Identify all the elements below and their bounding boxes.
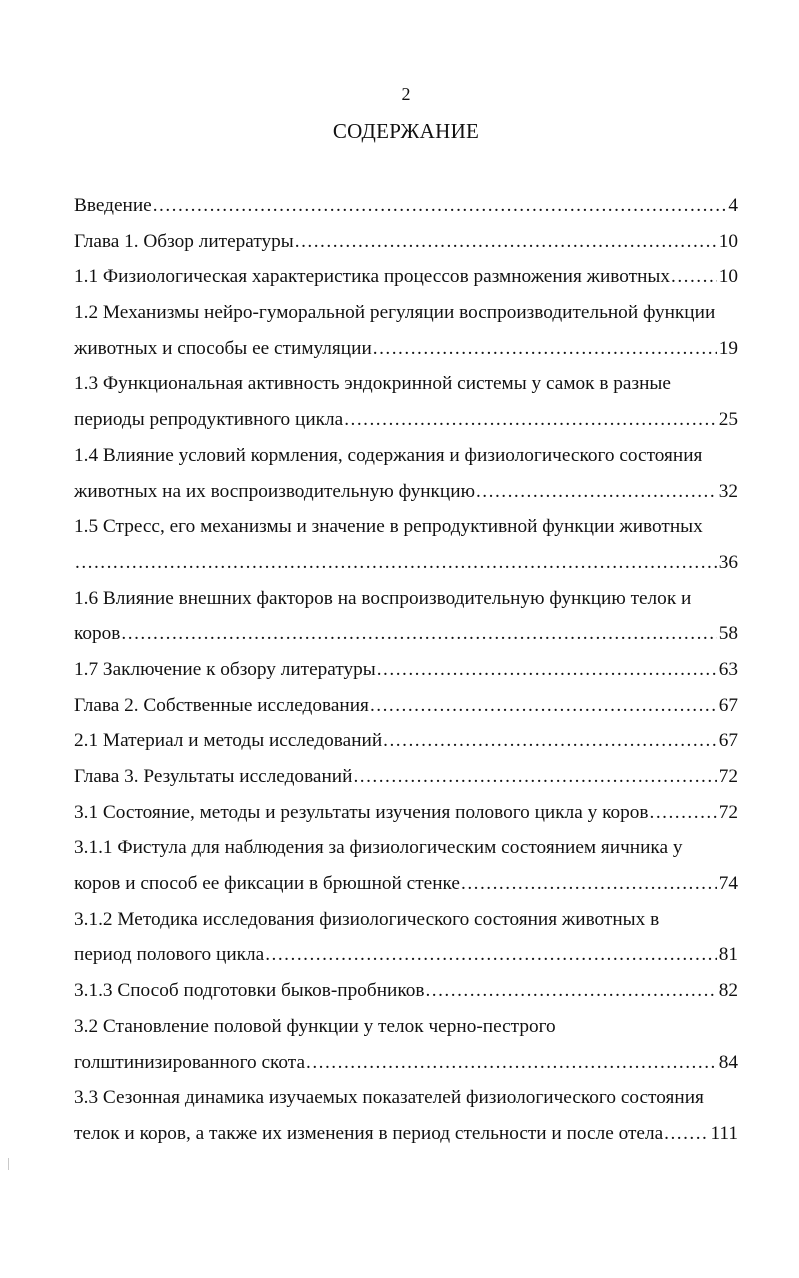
- toc-entry-page: 67: [718, 694, 738, 716]
- dot-leader: [664, 1116, 708, 1152]
- dot-leader: [461, 866, 717, 902]
- toc-entry-page: 36: [718, 551, 738, 573]
- toc-entry-title-line-2: телок и коров, а также их изменения в период стельности и после отела: [74, 1122, 664, 1144]
- dot-leader: [295, 224, 717, 260]
- toc-entry-page: 25: [718, 409, 738, 431]
- toc-entry-3-1-2: [74, 902, 738, 973]
- toc-entry-title: 3.1.3 Способ подготовки быков-пробников: [74, 980, 425, 1002]
- toc-entry-title-line-1: 1.3 Функциональная активность эндокринной системы у самок в разные: [74, 373, 671, 395]
- toc-entry-1-7: [74, 652, 738, 688]
- toc-entry-title-line-2: голштинизированного скота: [74, 1051, 306, 1073]
- toc-entry-page: 32: [718, 480, 738, 502]
- toc-entry-1-1: [74, 259, 738, 295]
- dot-leader: [306, 1045, 717, 1081]
- dot-leader: [671, 259, 717, 295]
- toc-entry-title-line-1: 3.1.1 Фистула для наблюдения за физиологическим состоянием яичника у: [74, 837, 683, 859]
- toc-entry-title-line-2: коров и способ ее фиксации в брюшной стенке: [74, 873, 460, 895]
- toc-entry-chapter-3: [74, 759, 738, 795]
- dot-leader: [377, 652, 717, 688]
- toc-entry-page: 58: [718, 623, 738, 645]
- toc-entry-title-line-1: 3.1.2 Методика исследования физиологического состояния животных в: [74, 908, 660, 930]
- toc-entry-page: 81: [718, 944, 738, 966]
- page-title: СОДЕРЖАНИЕ: [332, 119, 480, 143]
- scan-margin-mark: [8, 1158, 9, 1170]
- toc-entry-title: 2.1 Материал и методы исследований: [74, 730, 383, 752]
- toc-entry-title-line-1: 3.2 Становление половой функции у телок черно-пестрого: [74, 1015, 556, 1037]
- toc-entry-3-3: [74, 1080, 738, 1151]
- toc-entry-title: Глава 2. Собственные исследования: [74, 694, 369, 716]
- toc-entry-title-line-1: 1.2 Механизмы нейро-гуморальной регуляции воспроизводительной функции: [74, 302, 716, 324]
- toc-entry-page: 19: [718, 337, 738, 359]
- toc-entry-page: 82: [718, 980, 738, 1002]
- toc-entry-title: Глава 1. Обзор литературы: [74, 230, 294, 252]
- toc-entry-title: 3.1 Состояние, методы и результаты изучения полового цикла у коров: [74, 801, 649, 823]
- dot-leader: [265, 937, 717, 973]
- toc-entry-introduction: [74, 188, 738, 224]
- toc-entry-title: 1.1 Физиологическая характеристика процессов размножения животных: [74, 266, 671, 288]
- toc-entry-title: 1.7 Заключение к обзору литературы: [74, 658, 376, 680]
- toc-entry-title-line-2: коров: [74, 623, 121, 645]
- toc-entry-page: 10: [718, 230, 738, 252]
- dot-leader: [373, 331, 717, 367]
- toc-entry-chapter-2: [74, 688, 738, 724]
- toc-entry-title-line-1: 1.6 Влияние внешних факторов на воспроизводительную функцию телок и: [74, 587, 692, 609]
- toc-entry-title-line-1: 3.3 Сезонная динамика изучаемых показателей физиологического состояния: [74, 1087, 704, 1109]
- page-number: 2: [401, 84, 411, 104]
- toc-entry-page: 111: [710, 1122, 738, 1144]
- dot-leader: [344, 402, 717, 438]
- table-of-contents: [74, 188, 738, 1152]
- toc-entry-title-line-2: периоды репродуктивного цикла: [74, 409, 344, 431]
- dot-leader: [153, 188, 727, 224]
- toc-entry-chapter-1: [74, 224, 738, 260]
- toc-entry-page: 72: [718, 766, 738, 787]
- toc-entry-title-line-1: 1.4 Влияние условий кормления, содержания и физиологического состояния: [74, 444, 703, 466]
- toc-entry-1-4: [74, 438, 738, 509]
- toc-entry-title: Глава 3. Результаты исследований: [74, 766, 353, 787]
- dot-leader: [425, 973, 716, 1009]
- toc-entry-page: 63: [718, 658, 738, 680]
- toc-entry-page: 4: [728, 195, 738, 216]
- toc-entry-title-line-1: 1.5 Стресс, его механизмы и значение в репродуктивной функции животных: [74, 516, 703, 538]
- toc-entry-3-2: [74, 1009, 738, 1080]
- toc-entry-page: 10: [718, 266, 738, 288]
- dot-leader: [476, 474, 717, 510]
- toc-entry-2-1: [74, 723, 738, 759]
- toc-entry-page: 72: [718, 801, 738, 823]
- toc-entry-1-2: [74, 295, 738, 366]
- dot-leader: [353, 759, 716, 795]
- toc-entry-title-line-2: животных на их воспроизводительную функцию: [74, 480, 475, 502]
- toc-entry-3-1-1: [74, 830, 738, 901]
- toc-entry-title: Введение: [74, 195, 152, 216]
- dot-leader: [75, 545, 717, 581]
- toc-entry-3-1: [74, 795, 738, 831]
- toc-entry-3-1-3: [74, 973, 738, 1009]
- toc-entry-page: 67: [718, 730, 738, 752]
- dot-leader: [121, 616, 716, 652]
- dot-leader: [370, 688, 717, 724]
- toc-entry-1-5: [74, 509, 738, 580]
- toc-entry-1-6: [74, 581, 738, 652]
- toc-entry-page: 74: [718, 873, 738, 895]
- dot-leader: [383, 723, 717, 759]
- toc-entry-title-line-2: период полового цикла: [74, 944, 265, 966]
- toc-entry-1-3: [74, 366, 738, 437]
- dot-leader: [650, 795, 717, 831]
- toc-entry-title-line-2: животных и способы ее стимуляции: [74, 337, 372, 359]
- toc-entry-page: 84: [718, 1051, 738, 1073]
